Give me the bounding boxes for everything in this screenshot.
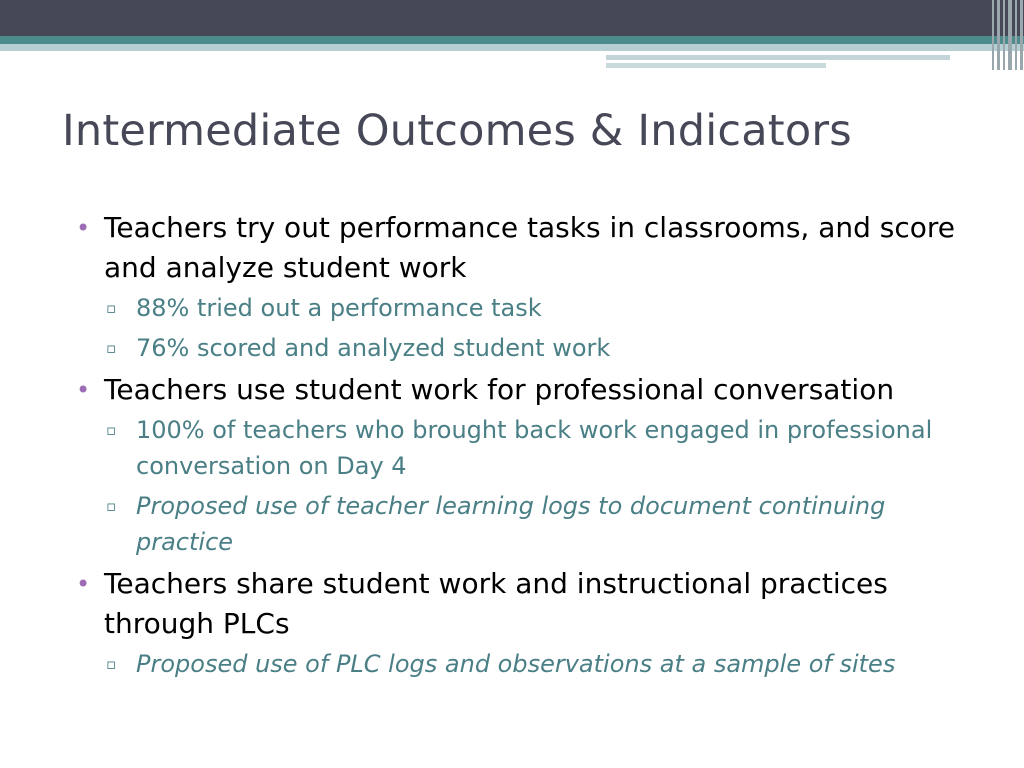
sub-bullet-text: Proposed use of PLC logs and observations at a sample of sites: [136, 650, 896, 678]
square-bullet-icon: ▫: [106, 497, 117, 515]
bullet-text: Teachers use student work for professional conversation: [104, 373, 895, 406]
decorative-stripes: [990, 0, 1024, 70]
bullet-dot-icon: •: [76, 570, 91, 598]
square-bullet-icon: ▫: [106, 299, 117, 317]
sub-bullet-item: [76, 412, 956, 484]
sub-bullet-item: [76, 290, 956, 326]
bullet-list: [76, 208, 956, 686]
header-light-bar: [0, 44, 1024, 51]
header-bar: [0, 0, 1024, 36]
square-bullet-icon: ▫: [106, 655, 117, 673]
sub-bullet-text: Proposed use of teacher learning logs to document continuing practice: [136, 492, 886, 556]
bullet-text: Teachers share student work and instructional practices through PLCs: [104, 567, 888, 640]
header-accent-bar: [0, 36, 1024, 44]
square-bullet-icon: ▫: [106, 421, 117, 439]
bullet-item: [76, 370, 956, 410]
sub-bullet-item: [76, 646, 956, 682]
sub-bullet-text: 76% scored and analyzed student work: [136, 334, 611, 362]
sub-bullet-text: 88% tried out a performance task: [136, 294, 542, 322]
bullet-item: [76, 208, 956, 288]
decorative-line: [606, 63, 826, 68]
bullet-text: Teachers try out performance tasks in classrooms, and score and analyze student work: [104, 211, 956, 284]
bullet-dot-icon: •: [76, 214, 91, 242]
bullet-item: [76, 564, 956, 644]
square-bullet-icon: ▫: [106, 339, 117, 357]
sub-bullet-text: 100% of teachers who brought back work engaged in professional conversation on Day 4: [136, 416, 933, 480]
slide-title: Intermediate Outcomes & Indicators: [62, 106, 852, 156]
sub-bullet-item: [76, 488, 956, 560]
decorative-line: [606, 55, 950, 60]
bullet-dot-icon: •: [76, 376, 91, 404]
sub-bullet-item: [76, 330, 956, 366]
